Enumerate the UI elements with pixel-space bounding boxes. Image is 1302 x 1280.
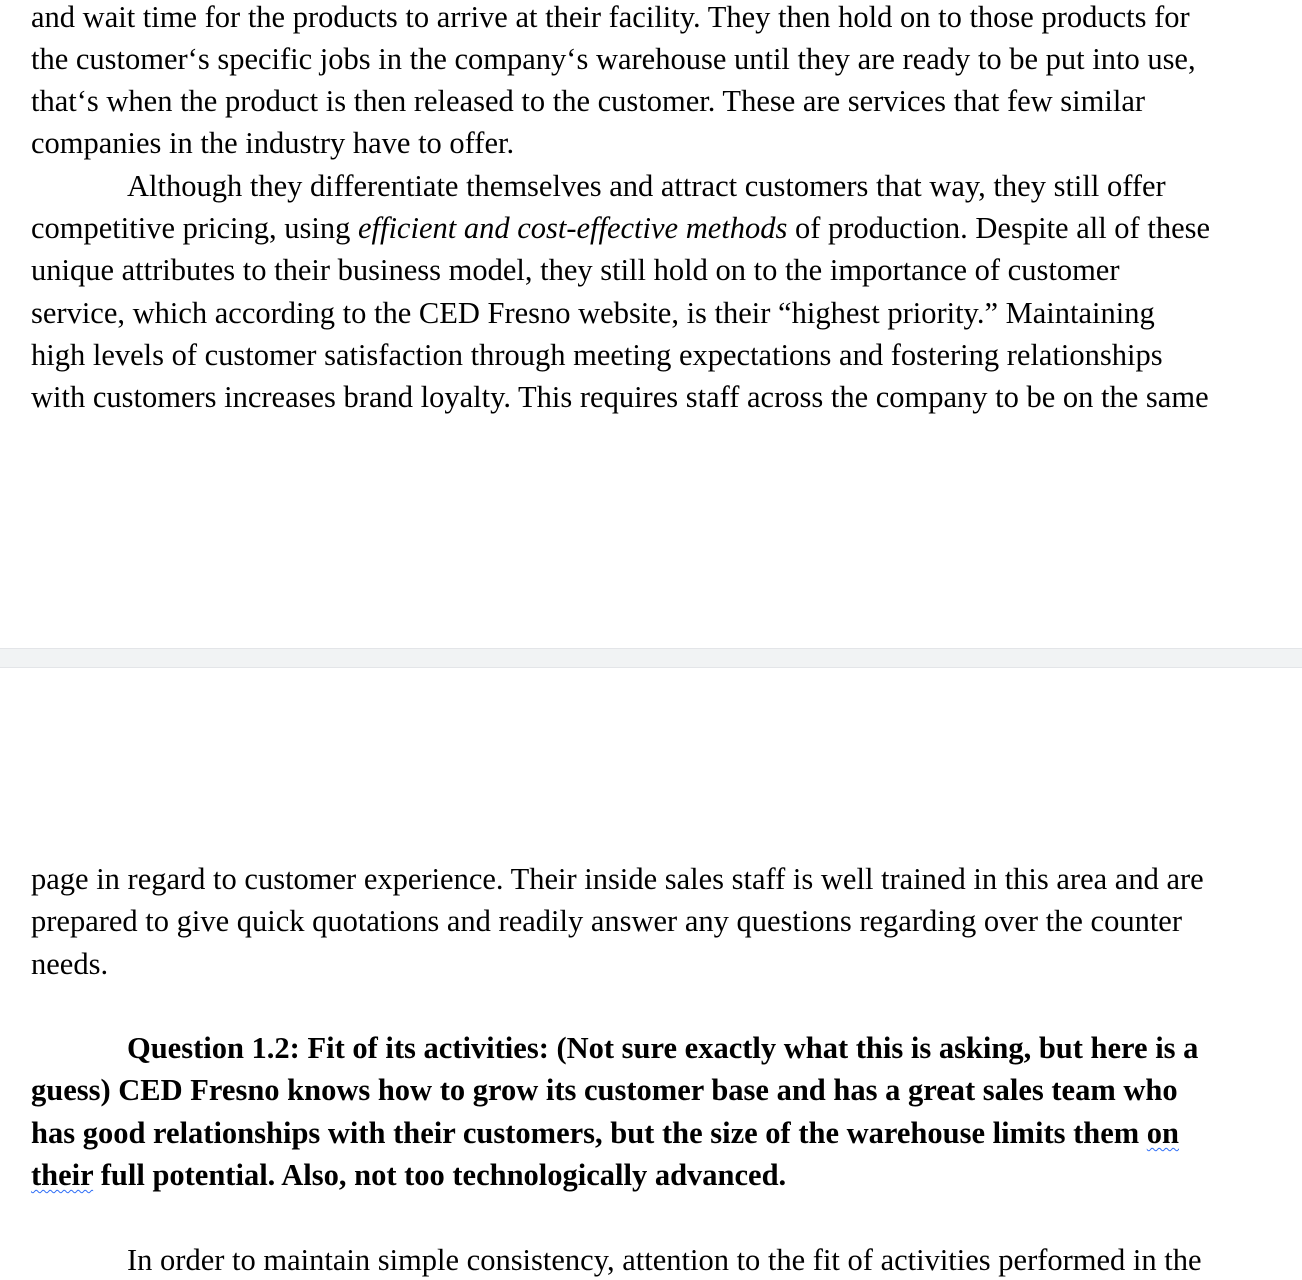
question-text-line	[31, 1112, 1179, 1154]
text-line: unique attributes to their business model, they still hold on to the importance of customer	[31, 253, 1120, 287]
document-page-2	[0, 668, 1302, 1280]
paragraph-start-line: Although they differentiate themselves and attract customers that way, they still offer	[127, 169, 1166, 203]
text-run: of production. Despite all of these	[787, 211, 1211, 245]
text-line: prepared to give quick quotations and readily answer any questions regarding over the counter	[31, 904, 1183, 938]
text-line-with-emphasis	[31, 207, 1210, 249]
text-run: has good relationships with their customers, but the size of the warehouse limits them	[31, 1116, 1147, 1150]
text-line: the customer‘s specific jobs in the company‘s warehouse until they are ready to be put into use,	[31, 42, 1196, 76]
text-line: high levels of customer satisfaction through meeting expectations and fostering relationships	[31, 338, 1163, 372]
text-line: companies in the industry have to offer.	[31, 126, 515, 160]
italic-emphasis: efficient and cost-effective methods	[357, 211, 788, 245]
question-text-line	[31, 1154, 786, 1196]
paragraph-start-line: In order to maintain simple consistency, attention to the fit of activities performed in the	[127, 1243, 1202, 1277]
question-text-line: guess) CED Fresno knows how to grow its customer base and has a great sales team who	[31, 1073, 1178, 1107]
text-run: full potential. Also, not too technologically advanced.	[93, 1158, 787, 1192]
text-line: with customers increases brand loyalty. This requires staff across the company to be on the same	[31, 380, 1209, 414]
text-line: needs.	[31, 947, 109, 981]
text-line: and wait time for the products to arrive at their facility. They then hold on to those products for	[31, 0, 1190, 34]
text-line: that‘s when the product is then released to the customer. These are services that few similar	[31, 84, 1146, 118]
question-heading-line: Question 1.2: Fit of its activities: (Not sure exactly what this is asking, but here is a	[127, 1031, 1199, 1065]
text-run: competitive pricing, using	[31, 211, 358, 245]
page-break	[0, 648, 1302, 668]
grammar-flag[interactable]: on	[1146, 1116, 1180, 1150]
text-line: page in regard to customer experience. Their inside sales staff is well trained in this area and are	[31, 862, 1204, 896]
text-line: service, which according to the CED Fresno website, is their “highest priority.” Maintaining	[31, 296, 1155, 330]
grammar-flag[interactable]: their	[31, 1158, 94, 1192]
